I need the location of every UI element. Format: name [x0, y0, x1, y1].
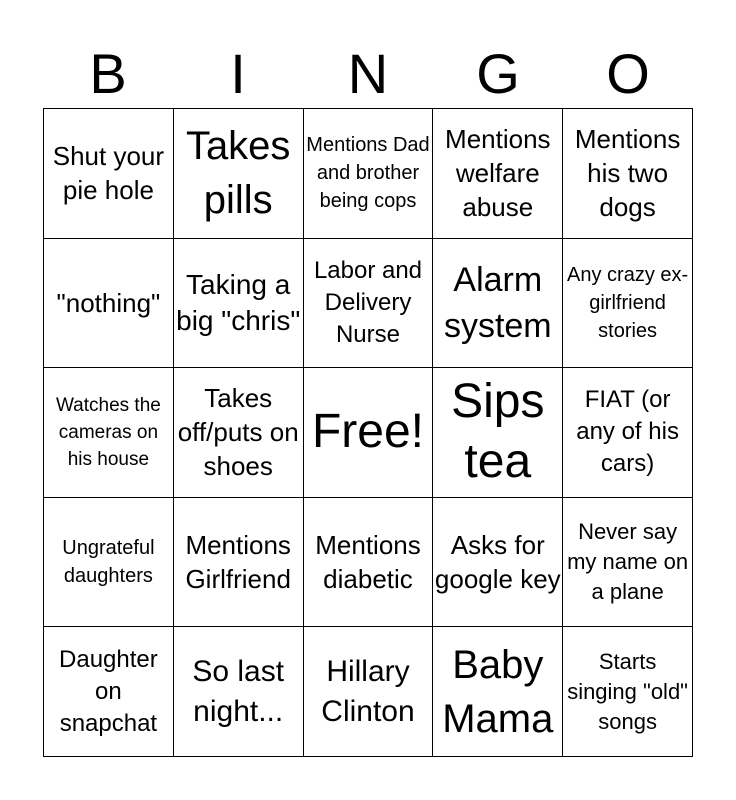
bingo-cell-r3c2[interactable]: [174, 368, 304, 498]
cell-text: Labor and Delivery Nurse: [313, 256, 423, 348]
bingo-cell-r4c4[interactable]: [433, 498, 563, 628]
free-space-text: Free!: [311, 405, 424, 459]
bingo-cell-r5c3[interactable]: [304, 627, 434, 757]
cell-text: Alarm system: [443, 260, 552, 345]
bingo-header: [43, 40, 693, 108]
bingo-cell-r1c3[interactable]: [304, 109, 434, 239]
header-letter-g: G: [476, 42, 520, 105]
header-letter-i: I: [230, 42, 246, 105]
cell-text: Taking a big "chris": [176, 268, 301, 336]
bingo-cell-r4c2[interactable]: [174, 498, 304, 628]
cell-text: Takes off/puts on shoes: [177, 383, 299, 482]
bingo-cell-r2c4[interactable]: [433, 239, 563, 369]
cell-text: Mentions Girlfriend: [185, 530, 291, 595]
cell-text: Mentions welfare abuse: [445, 124, 551, 223]
cell-text: Watches the cameras on his house: [55, 394, 161, 470]
bingo-cell-r3c1[interactable]: [44, 368, 174, 498]
cell-text: Daughter on snapchat: [59, 645, 158, 737]
cell-text: Hillary Clinton: [321, 654, 415, 728]
bingo-cell-r1c4[interactable]: [433, 109, 563, 239]
cell-text: Baby Mama: [442, 642, 554, 741]
cell-text: Shut your pie hole: [52, 141, 165, 206]
bingo-cell-r2c3[interactable]: [304, 239, 434, 369]
bingo-cell-r2c1[interactable]: [44, 239, 174, 369]
cell-text: Mentions his two dogs: [574, 124, 681, 223]
bingo-cell-r5c2[interactable]: [174, 627, 304, 757]
cell-text: Mentions diabetic: [315, 530, 421, 595]
bingo-cell-r3c4[interactable]: [433, 368, 563, 498]
bingo-cell-r2c5[interactable]: [563, 239, 693, 369]
header-letter-n: N: [347, 42, 389, 105]
header-letter-o: O: [606, 42, 650, 105]
bingo-cell-r2c2[interactable]: [174, 239, 304, 369]
bingo-cell-r1c5[interactable]: [563, 109, 693, 239]
cell-text: Starts singing "old" songs: [567, 648, 688, 734]
cell-text: Mentions Dad and brother being cops: [306, 134, 430, 213]
bingo-cell-r3c5[interactable]: [563, 368, 693, 498]
cell-text: Any crazy ex-girlfriend stories: [567, 263, 689, 342]
bingo-cell-r1c2[interactable]: [174, 109, 304, 239]
cell-text: Asks for google key: [434, 530, 561, 595]
bingo-cell-r1c1[interactable]: [44, 109, 174, 239]
bingo-cell-r5c5[interactable]: [563, 627, 693, 757]
cell-text: FIAT (or any of his cars): [576, 386, 679, 478]
bingo-grid: [43, 108, 693, 757]
bingo-cell-r4c3[interactable]: [304, 498, 434, 628]
bingo-cell-free[interactable]: [304, 368, 434, 498]
cell-text: Takes pills: [185, 124, 291, 223]
bingo-cell-r5c4[interactable]: [433, 627, 563, 757]
cell-text: Ungrateful daughters: [62, 537, 155, 588]
bingo-cell-r4c5[interactable]: [563, 498, 693, 628]
cell-text: So last night...: [192, 654, 285, 728]
cell-text: Never say my name on a plane: [567, 519, 689, 605]
header-letter-b: B: [89, 42, 127, 105]
cell-text: "nothing": [56, 287, 161, 318]
bingo-cell-r5c1[interactable]: [44, 627, 174, 757]
bingo-cell-r4c1[interactable]: [44, 498, 174, 628]
cell-text: Sips tea: [451, 375, 545, 489]
